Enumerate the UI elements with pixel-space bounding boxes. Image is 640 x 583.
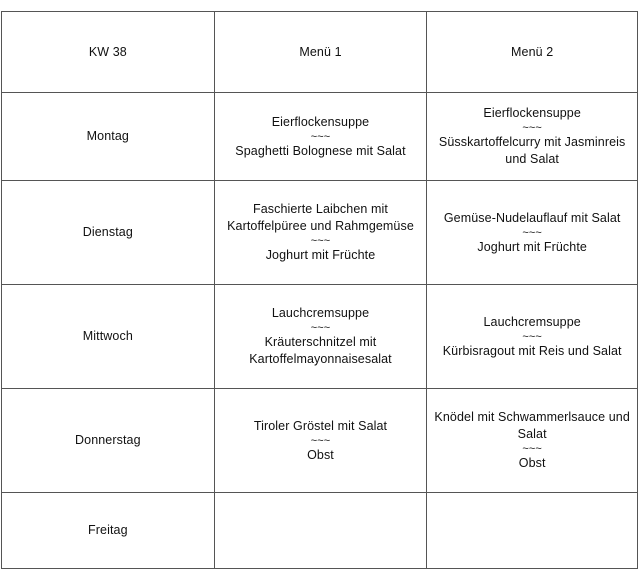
monday-menu1-main: Spaghetti Bolognese mit Salat — [235, 143, 406, 158]
thursday-menu2 — [427, 389, 638, 493]
monday-menu2 — [427, 93, 638, 181]
separator: ~~~ — [522, 122, 542, 134]
monday-menu2-main-line1: Süsskartoffelcurry mit Jasminreis — [438, 135, 626, 149]
menu-table — [1, 11, 638, 569]
tuesday-menu1-main-line2: Kartoffelpüree und Rahmgemüse — [227, 219, 414, 233]
wednesday-menu1 — [214, 285, 427, 389]
day-label-friday: Freitag — [2, 493, 215, 569]
monday-menu1-starter: Eierflockensuppe — [271, 114, 370, 129]
monday-menu1 — [214, 93, 427, 181]
table-row-wednesday — [2, 285, 638, 389]
monday-menu2-main-line2: und Salat — [505, 152, 560, 166]
separator: ~~~ — [522, 443, 542, 455]
wednesday-menu2 — [427, 285, 638, 389]
thursday-menu1-main: Tiroler Gröstel mit Salat — [253, 418, 388, 433]
tuesday-menu2-dessert: Joghurt mit Früchte — [477, 239, 587, 254]
header-row — [2, 12, 638, 93]
separator: ~~~ — [310, 235, 331, 247]
monday-menu2-starter: Eierflockensuppe — [483, 106, 581, 120]
table-row-tuesday — [2, 181, 638, 285]
separator: ~~~ — [310, 434, 331, 447]
tuesday-menu2 — [427, 181, 638, 285]
table-row-friday — [2, 493, 638, 569]
table-row-thursday — [2, 389, 638, 493]
day-label-thursday: Donnerstag — [2, 389, 215, 493]
thursday-menu2-dessert: Obst — [518, 456, 546, 470]
week-label: KW 38 — [2, 12, 215, 93]
wednesday-menu1-starter: Lauchcremsuppe — [271, 306, 370, 320]
thursday-menu2-main-line2: Salat — [517, 427, 547, 441]
menu2-header: Menü 2 — [427, 12, 638, 93]
wednesday-menu2-starter: Lauchcremsuppe — [483, 314, 581, 329]
menu1-header: Menü 1 — [214, 12, 427, 93]
wednesday-menu1-main-line1: Kräuterschnitzel mit — [264, 335, 377, 349]
tuesday-menu2-main: Gemüse-Nudelauflauf mit Salat — [443, 210, 621, 225]
thursday-menu1 — [214, 389, 427, 493]
tuesday-menu1-main-line1: Faschierte Laibchen mit — [252, 202, 388, 216]
wednesday-menu1-main-line2: Kartoffelmayonnaisesalat — [249, 352, 392, 366]
day-label-monday: Montag — [2, 93, 215, 181]
day-label-tuesday: Dienstag — [2, 181, 215, 285]
separator: ~~~ — [310, 322, 331, 334]
friday-menu1 — [214, 493, 427, 569]
friday-menu2 — [427, 493, 638, 569]
day-label-wednesday: Mittwoch — [2, 285, 215, 389]
tuesday-menu1 — [214, 181, 427, 285]
separator: ~~~ — [522, 330, 542, 343]
tuesday-menu1-dessert: Joghurt mit Früchte — [265, 248, 376, 262]
thursday-menu1-dessert: Obst — [307, 447, 334, 462]
separator: ~~~ — [522, 226, 542, 239]
table-row-monday — [2, 93, 638, 181]
wednesday-menu2-main: Kürbisragout mit Reis und Salat — [442, 343, 622, 358]
separator: ~~~ — [310, 130, 331, 143]
thursday-menu2-main-line1: Knödel mit Schwammerlsauce und — [434, 410, 630, 424]
